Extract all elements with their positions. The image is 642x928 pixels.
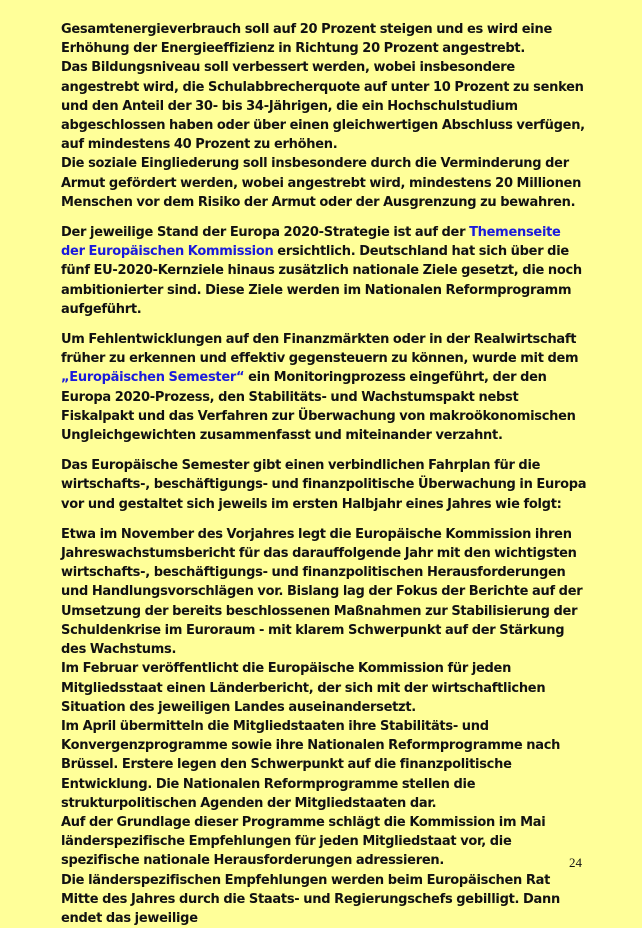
paragraph <box>61 456 587 514</box>
paragraph-text: Der jeweilige Stand der Europa 2020-Strategie ist auf der <box>61 225 470 241</box>
paragraph-text: Das Europäische Semester gibt einen verbindlichen Fahrplan für die wirtschafts-, beschäftigungs- und finanzpolitische Überwachung in Europa vor und gestaltet sich jeweils im ersten Halbjahr eines Jahres wie folgt: <box>61 458 587 512</box>
paragraph <box>61 813 587 871</box>
paragraph <box>61 525 587 659</box>
paragraph <box>61 154 587 212</box>
paragraph-text: Im Februar veröffentlicht die Europäische Kommission für jeden Mitgliedsstaat einen Länderbericht, der sich mit der wirtschaftlichen Situation des jeweiligen Landes auseinandersetzt. <box>61 661 546 715</box>
paragraph <box>61 871 587 928</box>
paragraph-text: Um Fehlentwicklungen auf den Finanzmärkten oder in der Realwirtschaft früher zu erkennen und effektiv gegensteuern zu können, wurde mit dem <box>61 332 579 367</box>
paragraph-text: Auf der Grundlage dieser Programme schlägt die Kommission im Mai länderspezifische Empfehlungen für jeden Mitgliedstaat vor, die spezifische nationale Herausforderungen adressieren. <box>61 814 546 869</box>
paragraph-text: Etwa im November des Vorjahres legt die Europäische Kommission ihren Jahreswachstumsbericht für das darauffolgende Jahr mit den wichtigsten wirtschafts-, beschäftigungs- und finanzpolitischen Herausforderungen und Handlungsvorschlägen vor. Bislang lag der Fokus der Berichte auf der Umsetzung der bereits beschlossenen Maßnahmen zur Stabilisierung der Schuldenkrise im Euroraum - mit klarem Schwerpunkt auf der Stärkung des Wachstums. <box>61 526 583 658</box>
paragraph-text: Gesamtenergieverbrauch soll auf 20 Prozent steigen und es wird eine Erhöhung der Energieeffizienz in Richtung 20 Prozent angestrebt. <box>61 22 552 57</box>
hyperlink[interactable]: Themenseite der Europäischen Kommission <box>61 225 561 260</box>
document-body <box>61 20 587 928</box>
page-number: 24 <box>569 855 582 870</box>
paragraph-text: Im April übermitteln die Mitgliedstaaten ihre Stabilitäts- und Konvergenzprogramme sowie ihre Nationalen Reformprogramme nach Brüssel. Erstere legen den Schwerpunkt auf die finanzpolitische Entwicklung. Die Nationalen Reformprogramme stellen die strukturpolitischen Agenden der Mitgliedstaaten dar. <box>61 718 561 811</box>
paragraph-text: Die soziale Eingliederung soll insbesondere durch die Verminderung der Armut gefördert werden, wobei angestrebt wird, mindestens 20 Millionen Menschen vor dem Risiko der Armut oder der Ausgrenzung zu bewahren. <box>61 156 582 210</box>
paragraph <box>61 20 587 58</box>
paragraph <box>61 659 587 717</box>
paragraph <box>61 330 587 445</box>
paragraph <box>61 717 587 813</box>
paragraph <box>61 223 587 319</box>
paragraph-text: Die länderspezifischen Empfehlungen werden beim Europäischen Rat Mitte des Jahres durch die Staats- und Regierungschefs gebilligt. Dann endet das jeweilige <box>61 872 560 926</box>
hyperlink[interactable]: „Europäischen Semester“ <box>61 370 245 386</box>
paragraph-text: ersichtlich. Deutschland hat sich über die fünf EU-2020-Kernziele hinaus zusätzlich nationale Ziele gesetzt, die noch ambitionierter sind. Diese Ziele werden im Nationalen Reformprogramm aufgeführt. <box>61 244 582 317</box>
paragraph-text: ein Monitoringprozess eingeführt, der den Europa 2020-Prozess, den Stabilitäts- und Wachstumspakt nebst Fiskalpakt und das Verfahren zur Überwachung von makroökonomischen Ungleichgewichten zusammenfasst und miteinander verzahnt. <box>61 370 576 444</box>
paragraph <box>61 58 587 154</box>
paragraph-text: Das Bildungsniveau soll verbessert werden, wobei insbesondere angestrebt wird, die Schulabbrecherquote auf unter 10 Prozent zu senken und den Anteil der 30- bis 34-Jährigen, die ein Hochschulstudium abgeschlossen haben oder über einen gleichwertigen Abschluss verfügen, auf mindestens 40 Prozent zu erhöhen. <box>61 60 585 153</box>
